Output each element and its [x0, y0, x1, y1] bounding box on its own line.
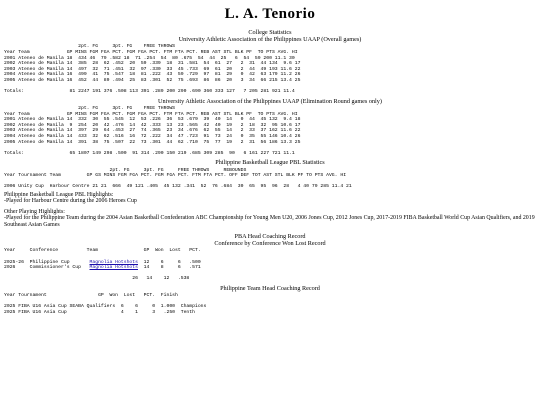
table-row: 2004 Ateneo de Manila 14 433 32 62 .516 16 72 .222 34 47 .723 91 73 24 0 35 55 146 10.4 26 — [4, 133, 301, 139]
other-highlights — [4, 209, 540, 228]
uaap-overall-totals: Totals: 81 2247 191 376 .508 113 391 .289 200 290 .690 360 333 127 7 205 281 921 11.4 — [4, 89, 295, 95]
ph-coach-heading: Philippine Team Head Coaching Record — [220, 284, 320, 292]
table-row: 2025 FIBA U16 Asia Cup 4 1 3 .250 Tenth — [4, 309, 195, 315]
team-link-magnolia[interactable]: Magnolia Hotshots — [89, 265, 138, 271]
pbl-highlights-title: Philippine Basketball League PBL Highlights: — [4, 191, 114, 198]
other-highlights-line: -Played for the Philippine Team during the 2004 Asian Basketball Confederation ABC Championship for Young Men U20, 2006 Jones Cup, 2012 Jones Cup, 2017-2019 FIBA Basketball World Cup Asian Qualifiers, and 2019 Southeast Asian Games — [4, 215, 535, 228]
table-row: 2002 Ateneo de Manila 9 254 20 42 .476 14 42 .333 13 23 .565 42 40 19 2 18 32 95 10.6 17 — [4, 122, 301, 128]
pbl-highlights — [4, 192, 540, 205]
pbl-header-2: Year Tournament Team GP GS MINS FGM FGA PCT. FGM FGA PCT. FTM FTA PCT. OFF DEF TOT AST STL BLK PF TO PTS AVG. HI — [4, 173, 347, 179]
table-row: 2003 Ateneo de Manila 14 497 32 71 .451 32 97 .330 33 45 .733 69 61 20 2 44 49 193 11.6 22 — [4, 66, 301, 72]
pbl-table — [4, 168, 540, 190]
pba-coach-subheading: Conference by Conference Won Lost Record — [214, 240, 326, 248]
table-row: 2025-26 Philippine Cup Magnolia Hotshots 12 6 6 .500 — [4, 259, 201, 265]
pbl-stats-heading: Philippine Basketball League PBL Statistics — [215, 159, 325, 167]
pbl-highlights-line: -Played for Harbour Centre during the 2006 Heroes Cup — [4, 198, 137, 205]
other-highlights-title: Other Playing Highlights: — [4, 208, 65, 215]
table-row: 2026 Commissioner's Cup Magnolia Hotshots 14 8 6 .571 — [4, 265, 201, 271]
uaap-elim-title: University Athletic Association of the Philippines UAAP (Elimination Round games only) — [158, 97, 382, 105]
uaap-elim-header-2: Year Team GP MINS FGM FGA PCT. FGM FGA PCT. FTM FTA PCT. REB AST STL BLK PF TO PTS AVG. HI — [4, 111, 298, 117]
uaap-overall-header-2: Year Team GP MINS FGM FGA PCT. FGM FGA PCT. FTM FTA PCT. REB AST STL BLK PF TO PTS AVG. HI — [4, 50, 298, 55]
ph-coach-table — [4, 293, 540, 315]
pba-coach-heading: PBA Head Coaching Record — [234, 232, 306, 240]
table-row: 2001 Ateneo de Manila 14 332 30 55 .545 12 53 .226 36 53 .679 39 40 14 0 44 45 132 9.4 18 — [4, 117, 301, 123]
pbl-header-1: 2pt. FG 3pt. FG FREE THROWS REBOUNDS — [4, 167, 247, 173]
table-row: 2001 Ateneo de Manila 18 434 46 79 .582 18 71 .254 54 80 .675 54 44 25 6 54 59 200 11.1 30 — [4, 55, 295, 61]
table-row: 2005 Ateneo de Manila 14 391 38 75 .507 22 73 .301 44 62 .710 75 77 19 2 31 56 186 13.3 25 — [4, 139, 301, 145]
uaap-elim-table — [4, 106, 540, 156]
table-row: 2006 Unity Cup Harbour Centre 21 21 666 49 121 .405 45 132 .341 52 76 .684 30 65 95 96 28 4 40 79 285 11.4 21 — [4, 184, 352, 190]
uaap-overall-title: University Athletic Association of the Philippines UAAP (Overall games) — [178, 36, 362, 44]
table-row: 2003 Ateneo de Manila 14 397 29 64 .453 27 74 .365 23 34 .676 62 55 14 2 33 37 162 11.6 22 — [4, 128, 301, 134]
uaap-elim-header-1: 2pt. FG 3pt. FG FREE THROWS — [4, 105, 176, 111]
pba-coach-table — [4, 248, 540, 282]
uaap-overall-table — [4, 44, 540, 94]
uaap-elim-totals: Totals: 65 1807 149 298 .500 91 314 .290 150 219 .685 309 285 90 6 161 227 721 11.1 — [4, 150, 295, 156]
page-title: L. A. Tenorio — [224, 6, 316, 22]
uaap-overall-header-1: 2pt. FG 3pt. FG FREE THROWS — [4, 44, 176, 50]
team-link-magnolia[interactable]: Magnolia Hotshots — [89, 259, 138, 265]
table-row: 2002 Ateneo de Manila 14 385 28 62 .452 20 59 .339 18 31 .581 54 61 27 2 31 44 134 9.6 17 — [4, 61, 301, 67]
pba-coach-totals: 26 14 12 .538 — [4, 276, 190, 282]
table-row: 2005 Ateneo de Manila 16 452 44 89 .494 25 83 .301 52 75 .693 86 86 20 3 34 66 215 13.4 25 — [4, 77, 301, 83]
table-row: 2025 FIBA U16 Asia Cup SEABA Qualifiers 6 6 0 1.000 Champions — [4, 304, 207, 310]
pba-coach-header: Year Conference Team GP Won Lost PCT. — [4, 248, 201, 254]
ph-coach-header: Year Tournament GP Won Lost PCT. Finish — [4, 293, 178, 299]
college-stats-heading: College Statistics — [248, 29, 292, 36]
table-row: 2004 Ateneo de Manila 16 499 41 75 .547 18 81 .222 43 59 .729 97 81 29 0 42 63 179 11.2 26 — [4, 72, 301, 78]
